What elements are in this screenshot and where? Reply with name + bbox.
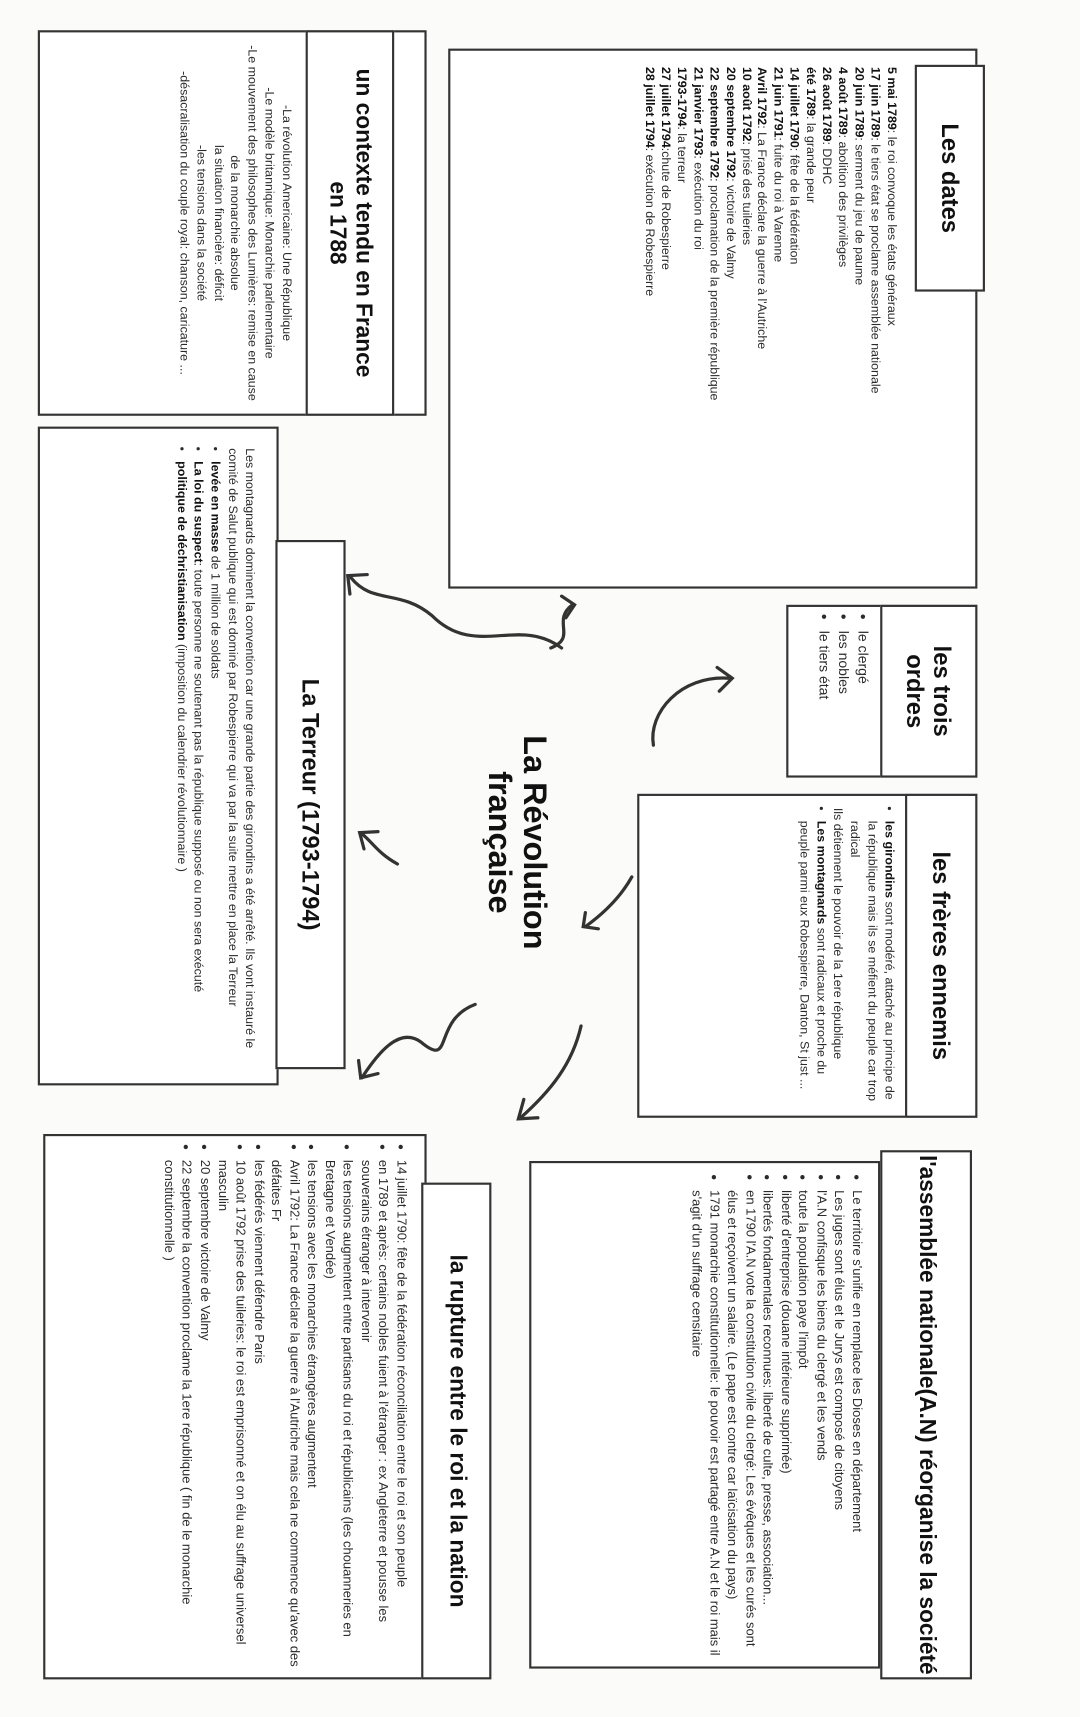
- date-label: 28 juillet 1794: [642, 66, 656, 148]
- assemblee-item: • Le territoire s'unifie en remplace les Dioses en département: [848, 1190, 866, 1671]
- arrow-to-assemblee: [521, 1026, 581, 1118]
- rupture-list: [160, 1147, 410, 1678]
- date-label: 22 septembre 1792: [707, 66, 721, 179]
- date-event: : DDHC: [819, 141, 833, 185]
- date-item: [721, 67, 737, 575]
- terreur-bullet-label: politique de déchristianisation: [174, 461, 188, 641]
- date-event: : exécution de Robespierre: [642, 147, 656, 297]
- date-item: [657, 67, 673, 575]
- date-event: : proclamation de la première république: [707, 178, 721, 401]
- dates-title: Les dates: [915, 65, 985, 292]
- assemblee-title: l'assemblée nationale(A.N) réorganise la société: [880, 1150, 972, 1679]
- montagnards-label: Les montagnards: [813, 820, 827, 925]
- contexte-line: -les tensions dans la société: [194, 145, 208, 302]
- date-item: [850, 67, 866, 575]
- date-item: [834, 67, 850, 575]
- date-label: été 1789: [803, 66, 817, 116]
- date-label: 10 août 1792: [739, 66, 753, 142]
- terreur-bullet-text: (imposition du calendrier révolutionnaire ): [174, 640, 188, 872]
- date-item: [689, 67, 705, 575]
- date-label: 21 juin 1791: [771, 66, 785, 138]
- terreur-bullet: [189, 461, 206, 1074]
- date-item: [866, 67, 882, 575]
- montagnards-text: sont radicaux et proche du peuple parmi eux Robespierre, Danton, St just ...: [796, 820, 827, 1090]
- central-title: [483, 691, 551, 993]
- date-label: Avril 1792: [755, 66, 769, 126]
- freres-content: [794, 808, 897, 1110]
- date-label: 14 juillet 1790: [787, 66, 801, 148]
- girondins-label: les girondins: [882, 820, 896, 899]
- date-item: [818, 67, 834, 575]
- central-title-line-2: française: [482, 771, 518, 914]
- rupture-item: • les tensions augmentent entre partisans du roi et républicains (les chouanneries en Bretagne et Vendée): [321, 1160, 357, 1678]
- date-item: [673, 67, 689, 575]
- date-label: 5 mai 1789: [884, 66, 898, 130]
- date-event: : La France déclare la guerre à l'Autriche: [755, 125, 769, 350]
- girondins-text: sont modéré, attaché au principe de la république mais ils se méfient du peuple car trop radical: [848, 820, 896, 1102]
- ordre-item: • les nobles: [834, 631, 853, 782]
- arrow-to-ordres: [653, 678, 729, 745]
- date-item: [737, 67, 753, 575]
- ordres-list: [815, 618, 873, 782]
- assemblee-item: • libertés fondamentales reconnues: liberté de culte, presse, association...: [759, 1190, 777, 1671]
- date-item: [705, 67, 721, 575]
- assemblee-list: [687, 1177, 866, 1671]
- date-item: [753, 67, 769, 575]
- date-event: : le roi convoque les états généraux: [884, 129, 898, 326]
- rupture-item: • 22 septembre la convention proclame la 1ere république ( fin de le monarchie constitutionnelle ): [160, 1160, 196, 1678]
- date-label: 27 juillet 1794: [658, 66, 672, 148]
- terreur-bullet-label: La loi du suspect: [191, 461, 205, 563]
- rupture-item: • les fédérés viennent défendre Paris: [250, 1160, 268, 1678]
- date-item: [640, 67, 656, 575]
- contexte-line: -Le modèle britannique: Monarchie parlementaire: [262, 87, 276, 359]
- terreur-bullet: [171, 461, 188, 1074]
- terreur-bullet: [206, 461, 223, 1074]
- arrow-to-freres: [585, 877, 631, 927]
- rupture-item: • 10 août 1792 prise des tuileries: le roi est emprisonné et on élu au suffrage universel masculin: [214, 1160, 250, 1678]
- date-event: : abolition des privilèges: [836, 134, 850, 268]
- terreur-bullet-label: levée en masse: [208, 461, 222, 553]
- assemblee-item: • 1791 monarchie constitutionnelle: le pouvoir est partagé entre A.N et le roi mais il s'agit d'un suffrage censitaire: [687, 1190, 723, 1671]
- date-event: : la terreur: [674, 126, 688, 183]
- girondins-item: [845, 821, 896, 1110]
- pouvoir-text: Ils détiennent le pouvoir de la 1ere république: [830, 807, 844, 1060]
- date-label: 20 septembre 1792: [723, 66, 737, 179]
- terreur-bullets: [171, 448, 222, 1074]
- contexte-line: -La révolution Americaine: Une République: [279, 104, 293, 342]
- date-label: 17 juin 1789: [868, 66, 882, 138]
- ordre-item: • le tiers état: [815, 631, 834, 782]
- date-label: 1793-1794: [674, 66, 688, 127]
- assemblee-item: • liberté d'entreprise (douane intérieure supprimée): [777, 1190, 795, 1671]
- arrow-to-rupture: [362, 1004, 475, 1077]
- date-event: : fuite du roi à Varenne: [771, 137, 785, 263]
- date-event: :chute de Robespierre: [658, 147, 672, 270]
- assemblee-item: • Les juges sont élus et le Jurys est composé de citoyens: [830, 1190, 848, 1671]
- terreur-bullet-text: : toute personne ne soutenant pas la république supposé ou non sera exécuté: [191, 562, 205, 993]
- rupture-item: • 20 septembre victoire de Valmy: [196, 1160, 214, 1678]
- arrow-to-terreur: [362, 834, 398, 864]
- dates-list: [640, 67, 898, 575]
- central-title-line-1: La Révolution: [516, 735, 552, 950]
- terreur-intro: Les montagnards dominent la convention car une grande partie des girondins a été arrêté. Ils vont instauré le comité de Salut publique qui est dominé par Robespierre qui va par la suite mettre en place la Terreur: [225, 448, 256, 1049]
- montagnards-item: [794, 821, 828, 1110]
- date-event: : exécution du roi: [690, 155, 704, 250]
- terreur-bullet-text: de 1 million de soldats: [208, 552, 222, 679]
- assemblee-item: • l'A.N confisque les biens du clergé et les vends: [813, 1190, 831, 1671]
- date-item: [770, 67, 786, 575]
- rupture-item: • en 1789 et après: certains nobles fuient à l'étranger : ex Angleterre et pousse les souverains étranger à intervenir: [357, 1160, 393, 1678]
- contexte-list: [174, 38, 294, 408]
- contexte-line: -désacralisation du couple royal: chanson, caricature ...: [176, 71, 190, 375]
- ordres-title: les trois ordres: [880, 605, 977, 778]
- terreur-title: La Terreur (1793-1794): [275, 540, 345, 1069]
- date-label: 20 juin 1789: [852, 66, 866, 138]
- date-event: : fête de la fédération: [787, 147, 801, 265]
- assemblee-item: • toute la population paye l'impôt: [795, 1190, 813, 1671]
- assemblee-item: • en 1790 l'A.N vote la constitution civile du clergé: Les évêques et les curés sont élus et reçoivent un salaire. (Le pape est contre car laïcisation du pays): [723, 1190, 759, 1671]
- freres-title: les frères ennemis: [905, 794, 977, 1118]
- rupture-item: • 14 juillet 1790: fête de la fédération réconciliation entre le roi et son peuple: [393, 1160, 411, 1678]
- terreur-content: [171, 448, 257, 1074]
- date-event: : la grande peur: [803, 115, 817, 204]
- contexte-title: un contexte tendu en France en 1788: [306, 30, 395, 416]
- date-label: 26 août 1789: [819, 66, 833, 142]
- date-label: 4 août 1789: [836, 66, 850, 135]
- date-event: : victoire de Valmy: [723, 178, 737, 279]
- date-event: : le tiers état se proclame assemblée nationale: [868, 137, 882, 394]
- rupture-item: • les tensions avec les monarchies étrangères augmentent: [303, 1160, 321, 1678]
- rupture-title: la rupture entre le roi et la nation: [421, 1183, 491, 1680]
- date-event: : serment du jeu de paume: [852, 137, 866, 286]
- contexte-line: la situation financière: déficit: [211, 145, 225, 302]
- contexte-line: -Le mouvement des philosophes des Lumières: remise en cause de la monarchie absolue: [228, 45, 259, 401]
- date-item: [786, 67, 802, 575]
- ordre-item: • le clergé: [853, 631, 872, 782]
- date-label: 21 janvier 1793: [690, 66, 704, 156]
- rupture-item: • Avril 1792: La France déclare la guerre à l'Autriche mais cela ne commence qu'avec des défaites Fr: [267, 1160, 303, 1678]
- date-event: : prisé des tuileries: [739, 141, 753, 246]
- date-item: [802, 67, 818, 575]
- date-item: [882, 67, 898, 575]
